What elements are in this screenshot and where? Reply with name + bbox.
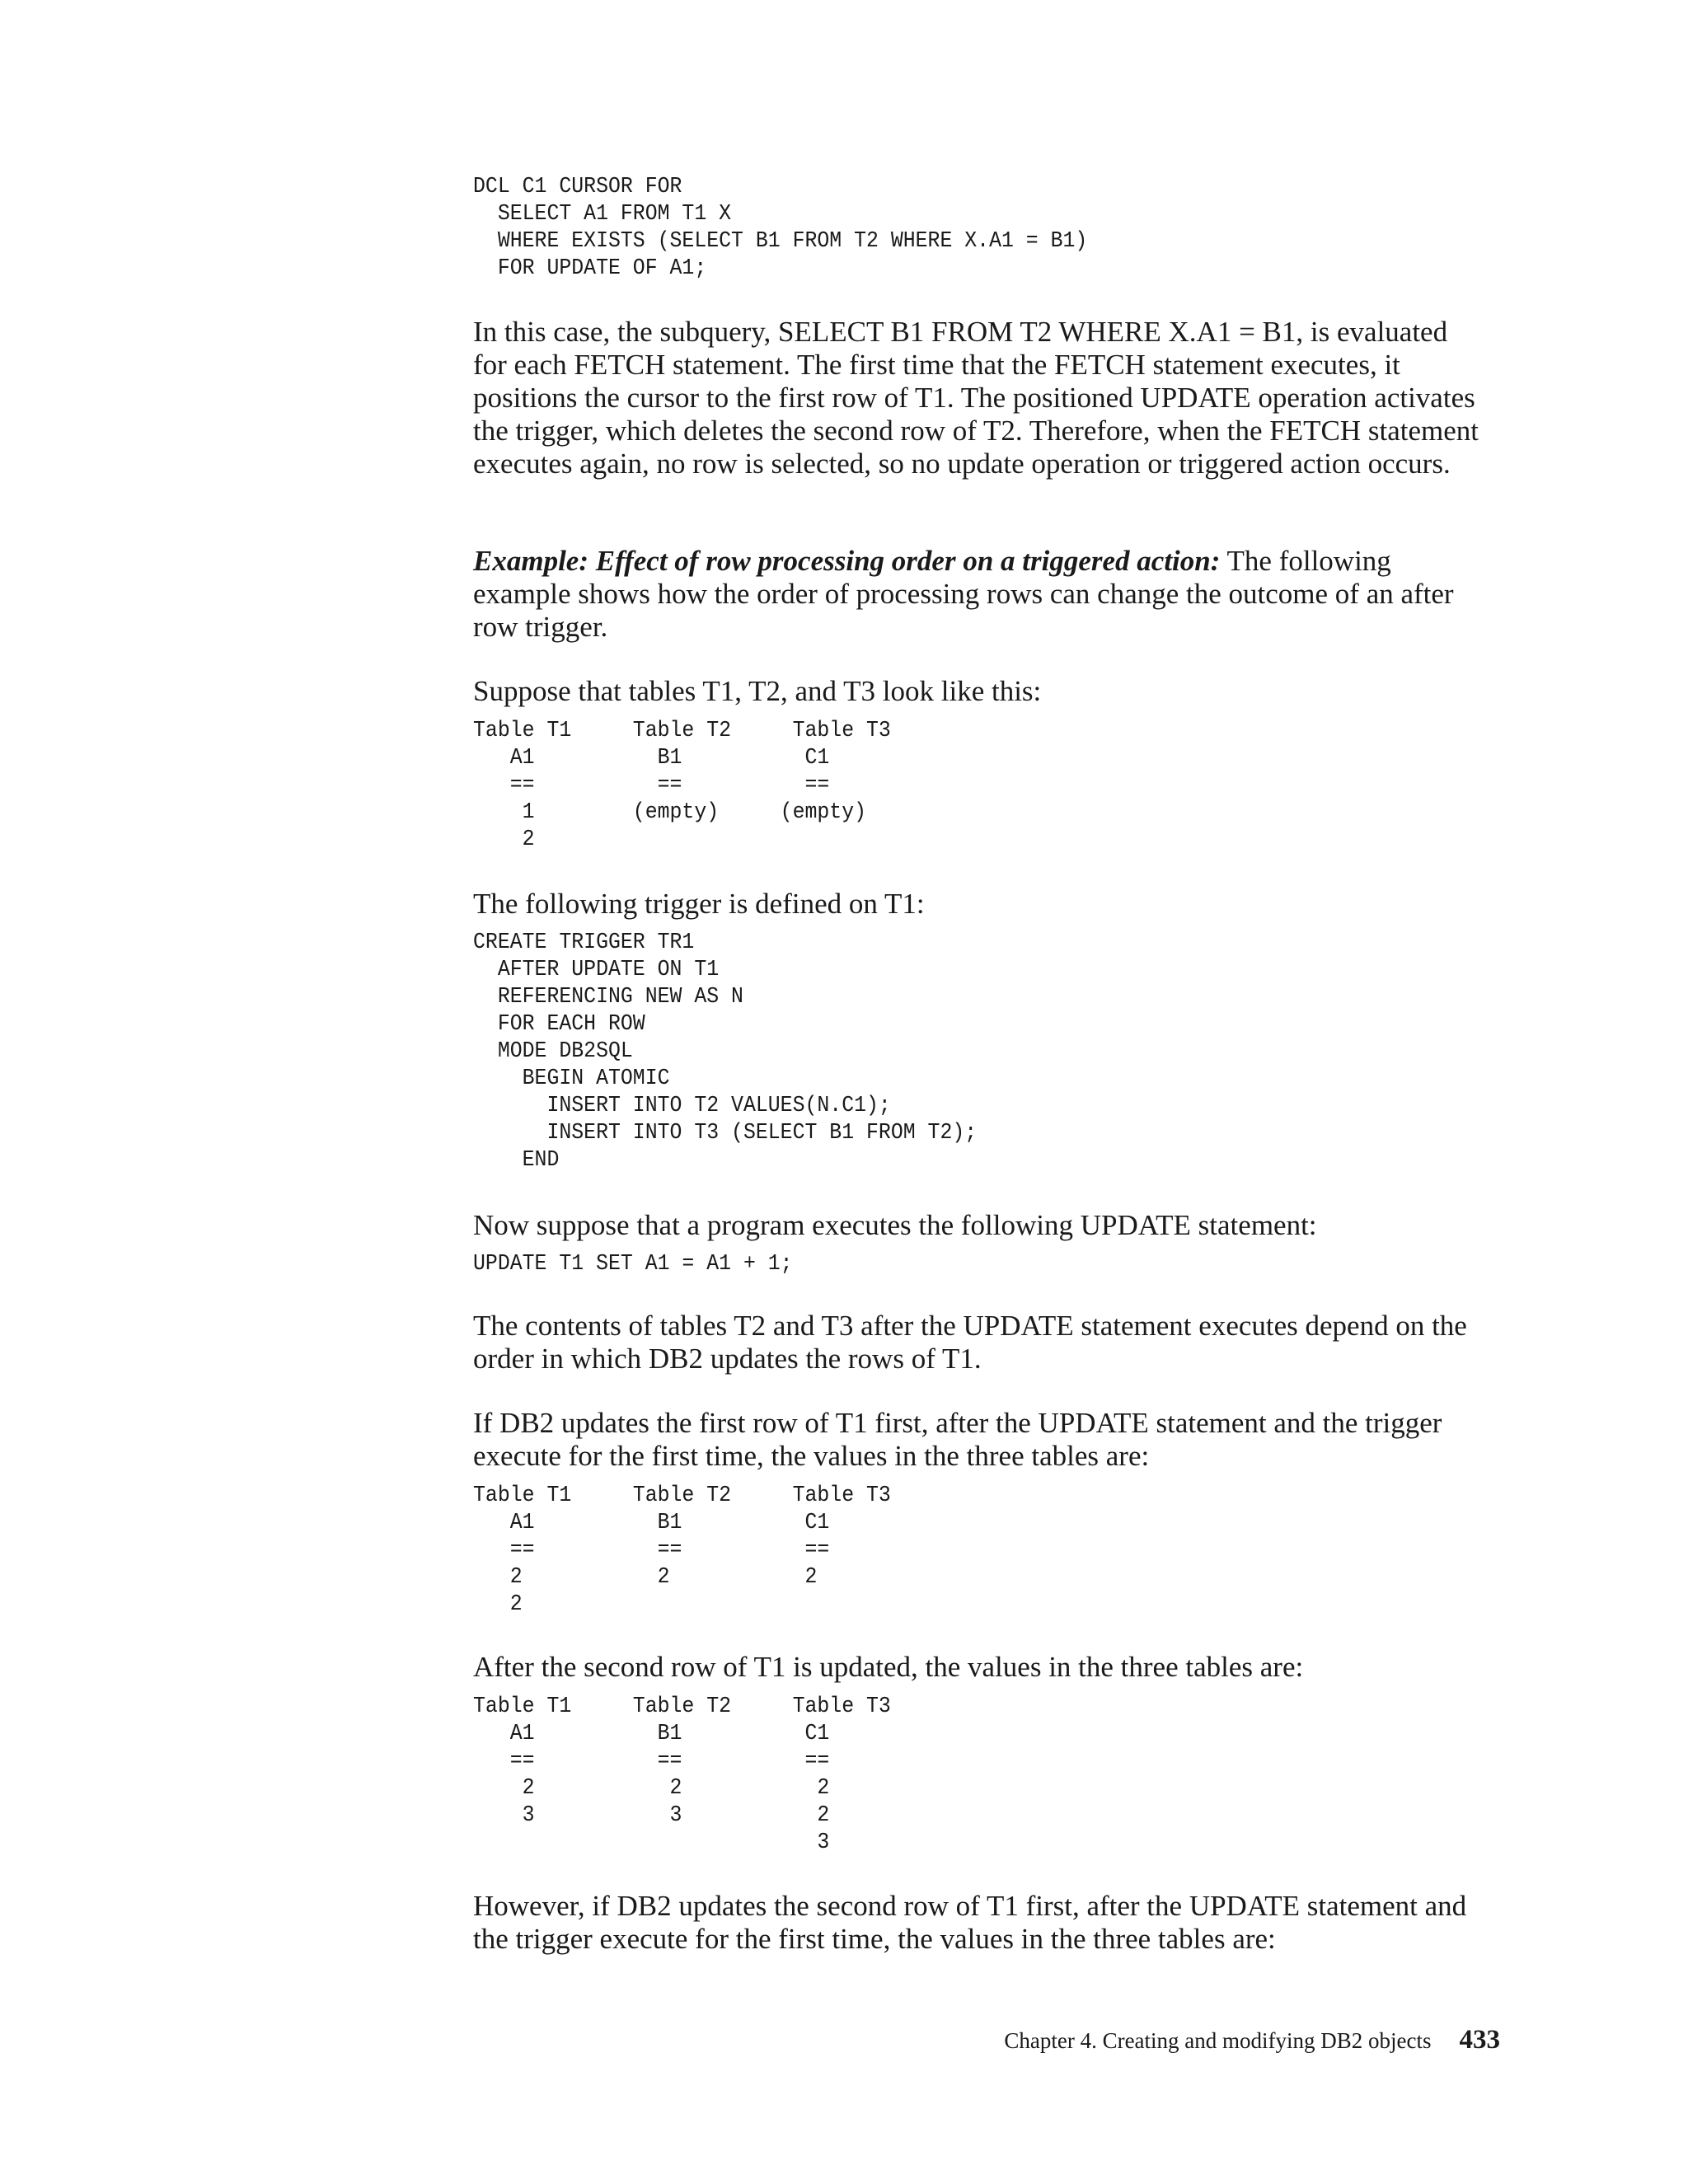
paragraph-second-row-first: However, if DB2 updates the second row of T1 first, after the UPDATE statement and the trigger execute for the first time, the values in the three tables are:	[473, 1890, 1467, 1955]
paragraph-contents-depend: The contents of tables T2 and T3 after the UPDATE statement executes depend on the order in which DB2 updates the rows of T1.	[473, 1310, 1467, 1375]
example-heading: Example: Effect of row processing order on a triggered action:	[473, 545, 1221, 577]
paragraph-second-row-updated: After the second row of T1 is updated, the values in the three tables are:	[473, 1651, 1304, 1683]
code-update-statement: UPDATE T1 SET A1 = A1 + 1;	[473, 1252, 793, 1277]
paragraph-suppose-tables: Suppose that tables T1, T2, and T3 look like this:	[473, 675, 1042, 707]
code-create-trigger: CREATE TRIGGER TR1 AFTER UPDATE ON T1 REFERENCING NEW AS N FOR EACH ROW MODE DB2SQL BEGIN ATOMIC INSERT INTO T2 VALUES(N.C1); INSERT INTO T3 (SELECT B1 FROM T2); END	[473, 930, 978, 1173]
page-footer	[0, 2025, 1500, 2055]
page-number: 433	[1459, 2025, 1500, 2055]
code-tables-after-first: Table T1 Table T2 Table T3 A1 B1 C1 == == == 2 2 2 2	[473, 1483, 891, 1617]
paragraph-first-row-first: If DB2 updates the first row of T1 first, after the UPDATE statement and the trigger execute for the first time, the values in the three tables are:	[473, 1407, 1442, 1472]
code-tables-after-second: Table T1 Table T2 Table T3 A1 B1 C1 == == == 2 2 2 3 3 2 3	[473, 1694, 891, 1855]
code-tables-initial: Table T1 Table T2 Table T3 A1 B1 C1 == == == 1 (empty) (empty) 2	[473, 719, 891, 852]
paragraph-example	[473, 545, 1487, 644]
paragraph-update-statement: Now suppose that a program executes the following UPDATE statement:	[473, 1209, 1317, 1241]
footer-chapter-title: Chapter 4. Creating and modifying DB2 objects	[1004, 2028, 1432, 2053]
paragraph-trigger-defined: The following trigger is defined on T1:	[473, 888, 925, 920]
example-text: The following example shows how the order of processing rows can change the outcome of an after row trigger.	[473, 545, 1454, 643]
paragraph-subquery-explanation: In this case, the subquery, SELECT B1 FROM T2 WHERE X.A1 = B1, is evaluated for each FETCH statement. The first time that the FETCH statement executes, it positions the cursor to the first row of T1. The positioned UPDATE operation activates the trigger, which deletes the second row of T2. Therefore, when the FETCH statement executes again, no row is selected, so no update operation or triggered action occurs.	[473, 316, 1479, 480]
code-cursor-declaration: DCL C1 CURSOR FOR SELECT A1 FROM T1 X WHERE EXISTS (SELECT B1 FROM T2 WHERE X.A1 = B1) FOR UPDATE OF A1;	[473, 175, 1088, 281]
